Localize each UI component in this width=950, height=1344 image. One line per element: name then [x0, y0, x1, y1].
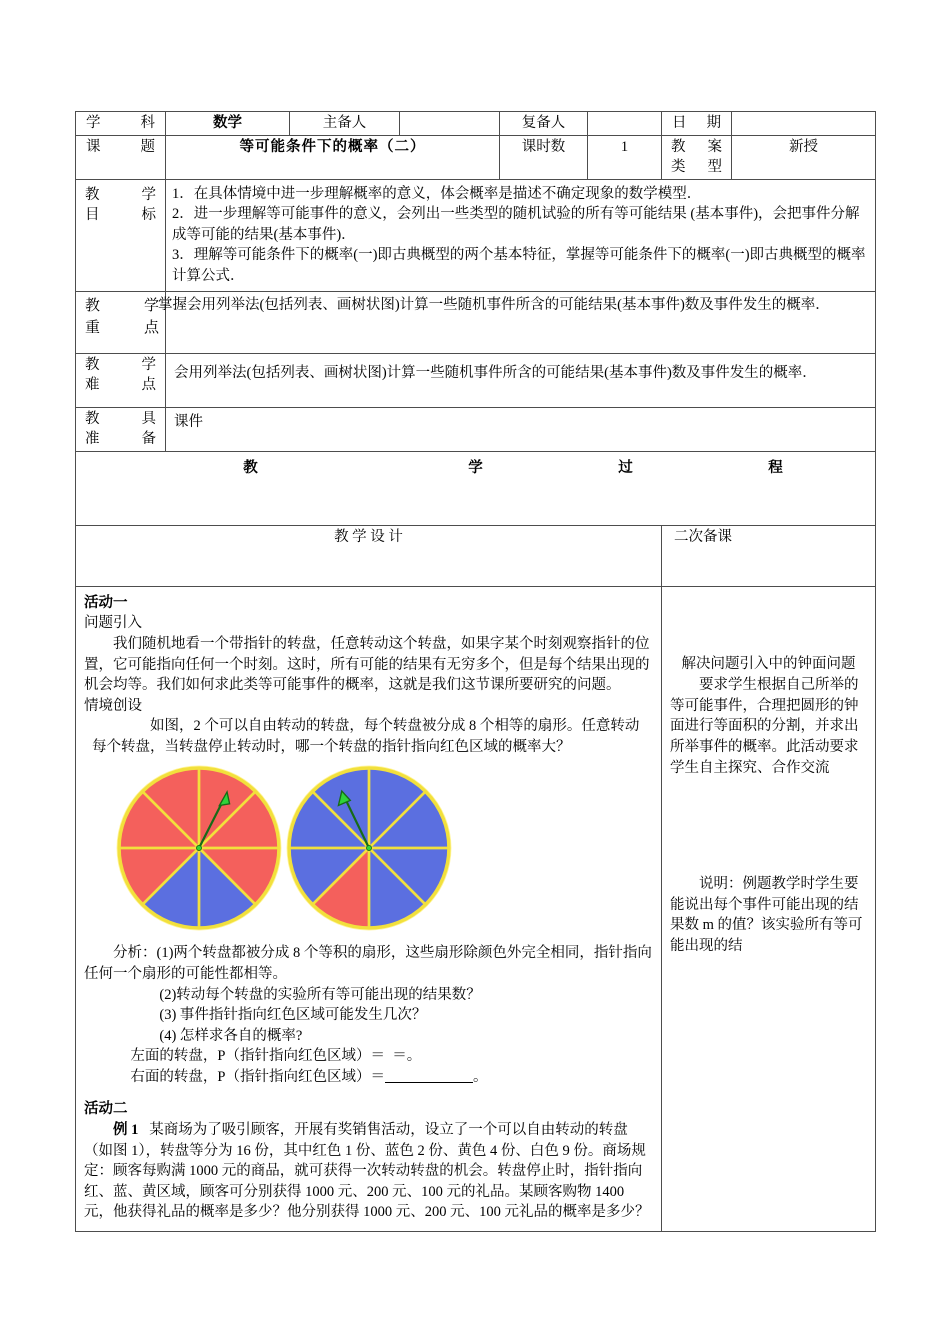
design-section-header: 教 学 设 计 [76, 525, 662, 586]
process-banner-char-1: 教 [243, 459, 258, 476]
periods-label: 课时数 [500, 135, 588, 179]
plan-type-label [662, 135, 732, 179]
process-banner-char-2: 学 [468, 459, 483, 476]
date-value[interactable] [732, 112, 876, 136]
design-content[interactable] [76, 586, 662, 1231]
note-mid-spacer [670, 778, 867, 874]
answer-right-spinner [84, 1067, 653, 1088]
table-row-section-headers [76, 525, 876, 586]
table-row-materials [76, 407, 876, 451]
key-point-label-text [79, 295, 165, 340]
answer-right-blank[interactable] [385, 1067, 473, 1083]
objectives-label-line2: 目标 [85, 207, 156, 224]
analysis-line-3: (3) 事件指针指向红色区域可能发生几次？ [159, 1007, 427, 1024]
activity-one-subheading: 问题引入 [84, 615, 142, 632]
table-row-body [76, 586, 876, 1231]
note-2-body: 说明：例题教学时学生要能说出每个事件可能出现的结果数 m 的值？该实验所有等可能出现的结 [670, 876, 863, 954]
activity-one-scene-heading: 情境创设 [84, 697, 142, 714]
date-label: 日期 [662, 112, 732, 136]
activity-one-intro: 我们随机地看一个带指针的转盘，任意转动这个转盘，如果字某个时刻观察指针的位置，它可能指向任何一个时刻。这时，所有可能的结果有无穷多个，但是每个结果出现的机会均等。我们如何求此类等可能事件的概率，这就是我们这节课所要研究的问题。 [84, 635, 650, 694]
table-row-header-1 [76, 112, 876, 136]
note-top-spacer [670, 593, 867, 653]
second-prep-content[interactable] [662, 586, 876, 1231]
activity-one-scene-text: 如图，2 个可以自由转动的转盘，每个转盘被分成 8 个相等的扇形。任意转动每个转盘，当转盘停止转动时，哪一个转盘的指针指向红色区域的概率大？ [92, 718, 640, 755]
difficulty-content[interactable]: 会用列举法(包括列表、画树状图)计算一些随机事件所含的可能结果(基本事件)数及事件发生的概率． [166, 353, 876, 407]
process-banner [76, 451, 876, 525]
table-row-objectives [76, 179, 876, 291]
activity-one-heading: 活动一 [84, 594, 128, 611]
table-row-key-point [76, 291, 876, 353]
right-spinner [284, 763, 454, 933]
lesson-plan-table [75, 111, 876, 1232]
topic-value[interactable]: 等可能条件下的概率（二） [166, 135, 500, 179]
materials-content[interactable]: 课件 [166, 407, 876, 451]
second-prep-section-header: 二次备课 [662, 525, 876, 586]
activity-two-body [84, 1120, 653, 1223]
spinner-figure-group [84, 763, 653, 941]
main-preparer-value[interactable] [400, 112, 500, 136]
answer-left-prefix: 左面的转盘，P（指针指向红色区域）＝ [130, 1048, 385, 1065]
activity-two-heading: 活动二 [84, 1101, 128, 1118]
analysis-line-4: (4) 怎样求各自的概率? [159, 1027, 303, 1044]
materials-label-line2: 准备 [85, 431, 156, 448]
answer-left-spinner [84, 1046, 653, 1067]
objective-item-3: 3．理解等可能条件下的概率(一)即古典概型的两个基本特征，掌握等可能条件下的概率(一)即古典概型的概率计算公式． [172, 247, 866, 285]
objective-item-2: 2．进一步理解等可能事件的意义，会列出一些类型的随机试验的所有等可能结果 (基本事件)，会把事件分解成等可能的结果(基本事件)． [172, 206, 860, 243]
table-row-header-2 [76, 135, 876, 179]
difficulty-label [76, 353, 166, 407]
process-banner-char-4: 程 [768, 459, 783, 476]
answer-left-middle: ＝。 [392, 1048, 422, 1065]
note-1-body: 要求学生根据自己所举的等可能事件，合理把圆形的钟面进行等面积的分割，并求出所举事件的概率。此活动要求学生自主探究、合作交流 [670, 677, 859, 776]
difficulty-label-line1: 教学 [85, 356, 156, 373]
key-point-content[interactable] [158, 291, 876, 353]
activity-two-text: 某商场为了吸引顾客，开展有奖销售活动，设立了一个可以自由转动的转盘（如图 1），转盘等分为 16 份，其中红色 1 份、蓝色 2 份、黄色 4 份、白色 9 份。商场规定：顾客每购满 1000 元的商品，就可获得一次转动转盘的机会。转盘停止时，指针指向红、蓝、黄区域，顾客可分别获得 1000 元、200 元、100 元的礼品。某顾客购物 1400 元，他获得礼品的概率是多少？他分别获得 1000 元、200 元、100 元礼品的概率是多少？ [84, 1122, 650, 1221]
re-preparer-label: 复备人 [500, 112, 588, 136]
note-1-title: 解决问题引入中的钟面问题 [681, 655, 856, 672]
objectives-label [76, 179, 166, 291]
plan-type-label-line2: 类型 [671, 159, 722, 176]
re-preparer-value[interactable] [588, 112, 662, 136]
subject-label: 学科 [76, 112, 166, 136]
answer-right-prefix: 右面的转盘，P（指针指向红色区域）＝ [130, 1068, 385, 1085]
plan-type-label-line1: 教案 [671, 138, 722, 155]
objective-item-1: 1．在具体情境中进一步理解概率的意义，体会概率是描述不确定现象的数学模型． [172, 185, 702, 202]
analysis-line-1: 分析：(1)两个转盘都被分成 8 个等积的扇形，这些扇形除颜色外完全相同，指针指向任何一个扇形的可能性都相等。 [84, 945, 652, 982]
key-point-label [76, 291, 166, 353]
key-point-label-line2: 重点 [85, 320, 159, 337]
main-preparer-label: 主备人 [290, 112, 400, 136]
materials-label [76, 407, 166, 451]
process-banner-char-3: 过 [618, 459, 633, 476]
topic-label: 课题 [76, 135, 166, 179]
table-row-difficulty [76, 353, 876, 407]
plan-type-value[interactable]: 新授 [732, 135, 876, 179]
analysis-line-2: (2)转动每个转盘的实验所有等可能出现的结果数？ [159, 986, 481, 1003]
subject-value[interactable]: 数学 [166, 112, 290, 136]
materials-label-line1: 教具 [85, 410, 156, 427]
left-spinner [114, 763, 284, 933]
answer-right-suffix: 。 [472, 1068, 488, 1085]
difficulty-label-line2: 难点 [85, 377, 156, 394]
periods-value[interactable]: 1 [588, 135, 662, 179]
table-row-process-banner [76, 451, 876, 525]
objectives-label-line1: 教学 [85, 186, 156, 203]
activity-two-example-label: 例 1 [113, 1122, 139, 1139]
objectives-content[interactable] [166, 179, 876, 291]
key-point-text: 掌握会用列举法(包括列表、画树状图)计算一些随机事件所含的可能结果(基本事件)数及事件发生的概率． [158, 296, 830, 313]
key-point-label-line1: 教学 [85, 297, 159, 314]
